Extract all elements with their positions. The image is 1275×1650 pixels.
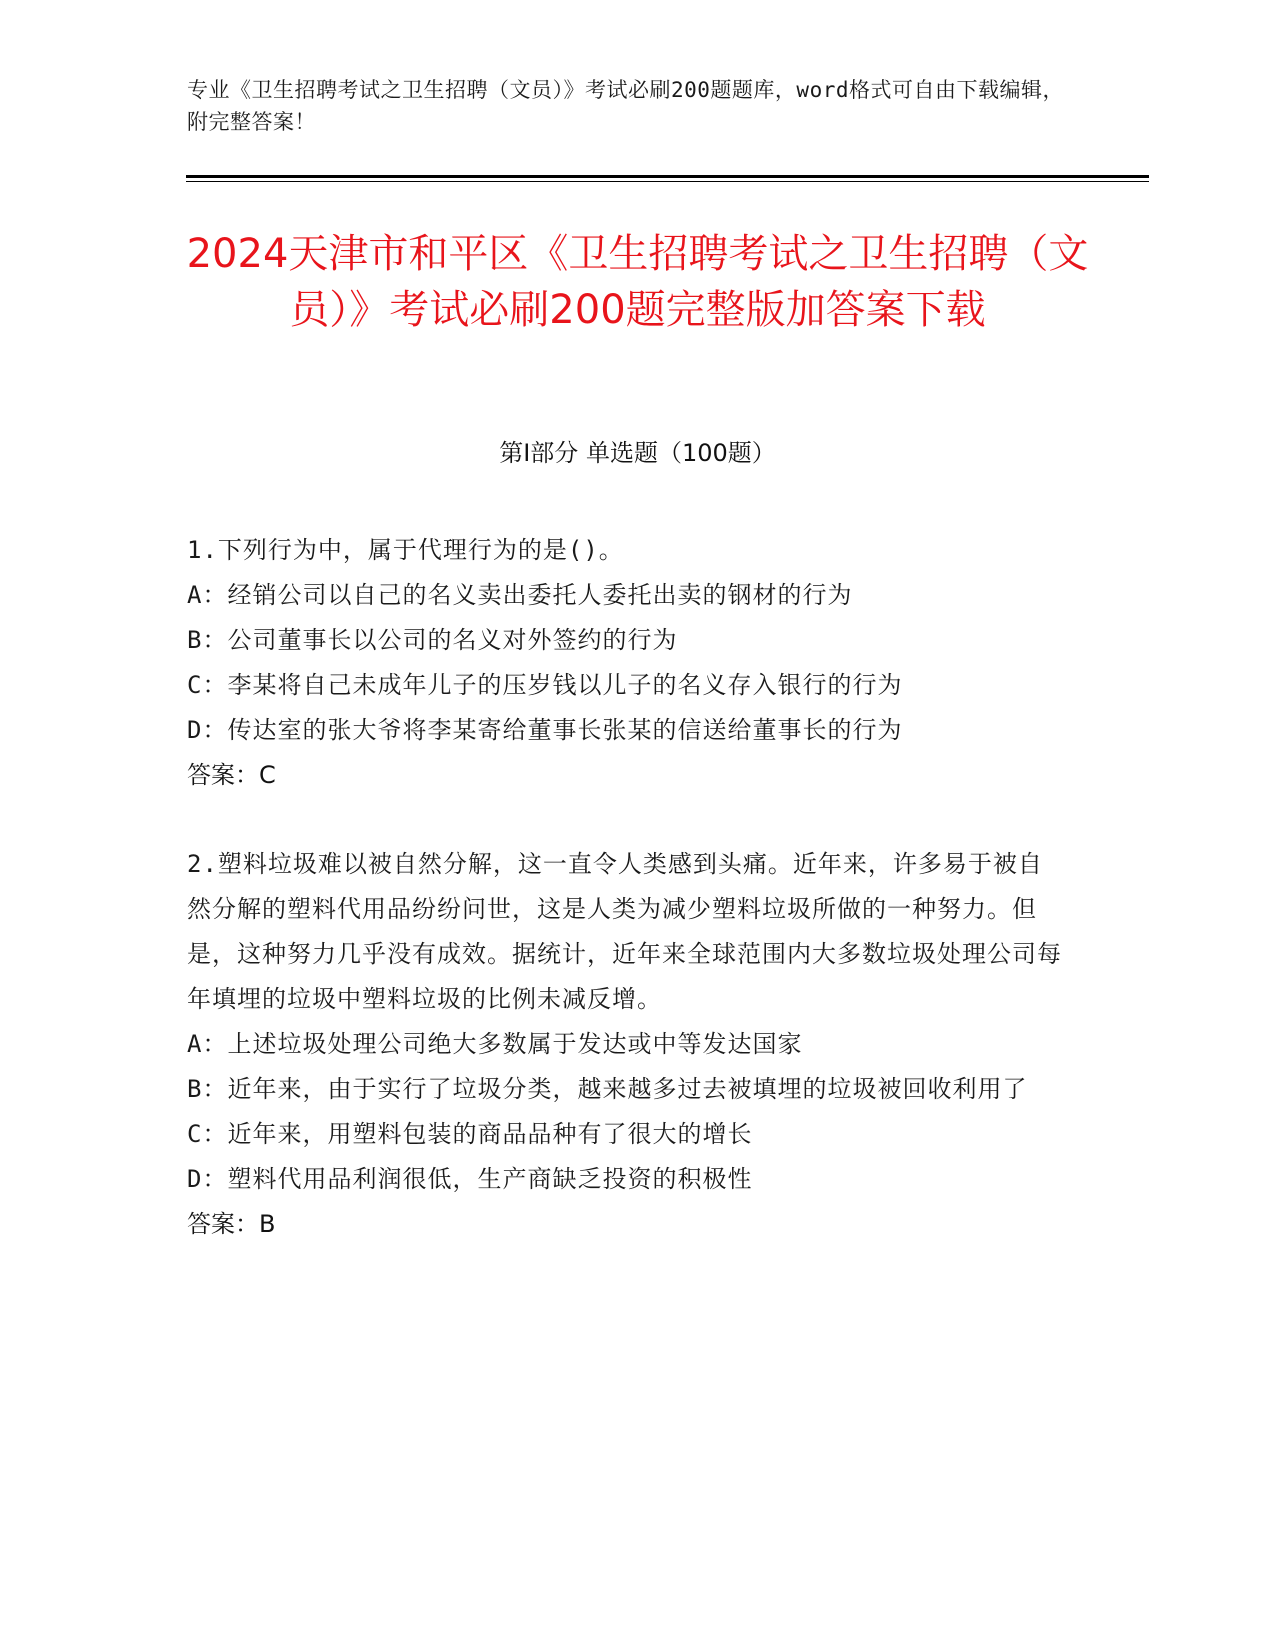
answer: 答案：B	[187, 1210, 276, 1238]
document-title: 2024天津市和平区《卫生招聘考试之卫生招聘（文员）》考试必刷200题完整版加答案下载	[186, 231, 1089, 333]
option-a: A：经销公司以自己的名义卖出委托人委托出卖的钢材的行为	[187, 581, 853, 609]
question-1	[187, 528, 1067, 798]
section-heading: 第I部分 单选题（100题）	[499, 439, 776, 467]
question-2	[187, 842, 1067, 1247]
option-b: B：近年来，由于实行了垃圾分类，越来越多过去被填埋的垃圾被回收利用了	[187, 1075, 1028, 1103]
option-d: D：塑料代用品利润很低，生产商缺乏投资的积极性	[187, 1165, 753, 1193]
option-b: B：公司董事长以公司的名义对外签约的行为	[187, 626, 678, 654]
header-rule-thin	[186, 181, 1149, 182]
header-rule-thick	[186, 175, 1149, 178]
question-stem: 2.塑料垃圾难以被自然分解，这一直令人类感到头痛。近年来，许多易于被自然分解的塑料代用品纷纷问世，这是人类为减少塑料垃圾所做的一种努力。但是，这种努力几乎没有成效。据统计，近年来全球范围内大多数垃圾处理公司每年填埋的垃圾中塑料垃圾的比例未减反增。	[187, 850, 1062, 1013]
question-stem: 1.下列行为中，属于代理行为的是()。	[187, 536, 624, 564]
option-c: C：近年来，用塑料包装的商品品种有了很大的增长	[187, 1120, 753, 1148]
option-c: C：李某将自己未成年儿子的压岁钱以儿子的名义存入银行的行为	[187, 671, 903, 699]
option-a: A：上述垃圾处理公司绝大多数属于发达或中等发达国家	[187, 1030, 803, 1058]
answer: 答案：C	[187, 761, 276, 789]
option-d: D：传达室的张大爷将李某寄给董事长张某的信送给董事长的行为	[187, 716, 903, 744]
header-note: 专业《卫生招聘考试之卫生招聘（文员）》考试必刷200题题库，word格式可自由下载编辑，附完整答案！	[187, 78, 1064, 134]
